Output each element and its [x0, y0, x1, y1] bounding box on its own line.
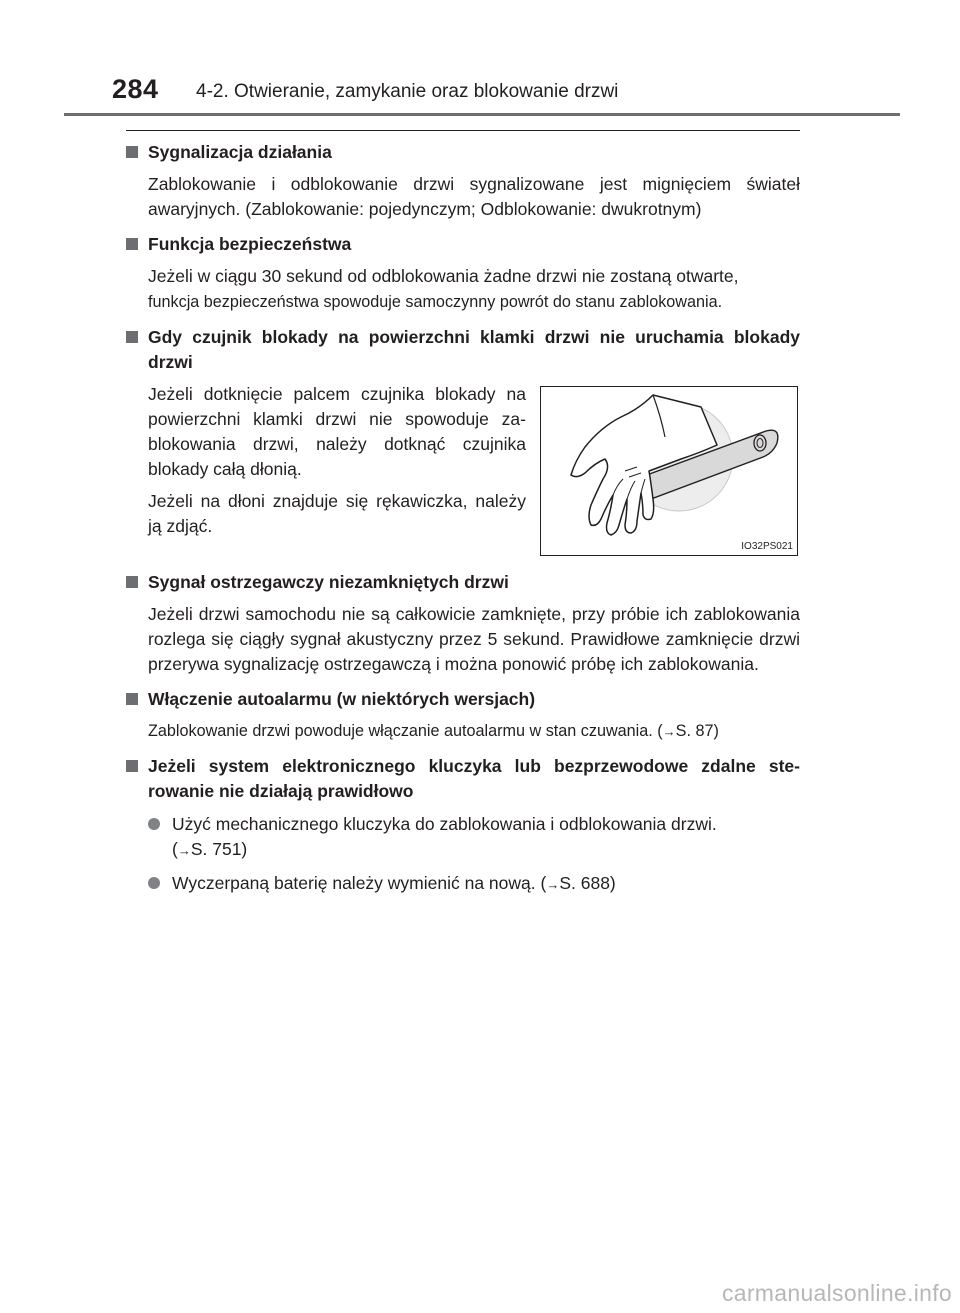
- section-title: Włączenie autoalarmu (w niektórych wersjach): [126, 687, 800, 712]
- text-line-1: Jeżeli w ciągu 30 sekund od odblokowania żadne drzwi nie zostaną otwarte,: [148, 266, 739, 286]
- text-with-figure: [126, 382, 800, 560]
- arrow-right-icon: →: [177, 843, 191, 858]
- content: [126, 140, 800, 907]
- chapter-title: 4-2. Otwieranie, zamykanie oraz blokowanie drzwi: [196, 81, 619, 102]
- page-reference-link[interactable]: S. 751): [190, 839, 248, 859]
- text-line-2: funkcja bezpieczeństwa spowoduje samoczynny powrót do stanu zablokowania.: [148, 293, 723, 311]
- circle-bullet-icon: [148, 818, 160, 830]
- arrow-right-icon: →: [662, 724, 676, 739]
- section-text: Jeżeli na dłoni znajduje się rękawiczka, należy ją zdjąć.: [148, 491, 526, 536]
- section-title: Sygnalizacja działania: [126, 140, 800, 165]
- section-title: Funkcja bezpieczeństwa: [126, 232, 800, 257]
- arrow-right-icon: →: [546, 877, 560, 892]
- section-text: Zablokowanie drzwi powoduje włączanie autoalarmu w stan czuwania. (→S. 87): [148, 722, 719, 740]
- header-divider: [64, 113, 900, 116]
- section-title: Jeżeli system elektronicznego kluczyka lub bezprzewodowe zdalne sterowanie nie działają prawidłowo: [126, 754, 800, 804]
- section-signalling: [126, 140, 800, 222]
- hand-on-door-handle-figure: [540, 386, 798, 556]
- square-bullet-icon: [126, 146, 138, 158]
- page-reference-link[interactable]: S. 688): [559, 873, 616, 893]
- section-text: Jeżeli dotknięcie palcem czujnika blokady na powierzchni klamki drzwi nie spowoduje zablokowania drzwi, należy dotknąć czujnika blokady całą dłonią.: [148, 384, 526, 479]
- page-reference-link[interactable]: S. 87): [675, 722, 719, 740]
- section-text: Zablokowanie i odblokowanie drzwi sygnalizowane jest mignięciem świateł awaryjnych. (Zablokowanie: pojedynczym; Odblokowanie: dwukrotnym): [148, 174, 800, 219]
- section-title: Gdy czujnik blokady na powierzchni klamki drzwi nie uruchamia blokady drzwi: [126, 325, 800, 375]
- section-alarm: [126, 687, 800, 744]
- list-item: Wyczerpaną baterię należy wymienić na nową. (→S. 688): [126, 871, 800, 897]
- list-item: Użyć mechanicznego kluczyka do zablokowania i odblokowania drzwi. (→S. 751): [126, 812, 800, 863]
- square-bullet-icon: [126, 331, 138, 343]
- section-text: Jeżeli drzwi samochodu nie są całkowicie zamknięte, przy próbie ich zablokowania rozlega się ciągły sygnał akustyczny przez 5 sekund. Prawidłowe zamknięcie drzwi przerywa sygnalizację ostrzegawczą i można ponowić próbę ich zablokowania.: [148, 604, 800, 674]
- circle-bullet-icon: [148, 877, 160, 889]
- section-lock-sensor: [126, 325, 800, 560]
- page-header: [0, 0, 960, 120]
- figure-code: IO32PS021: [741, 541, 793, 552]
- section-title: Sygnał ostrzegawczy niezamkniętych drzwi: [126, 570, 800, 595]
- section-key-malfunction: [126, 754, 800, 897]
- watermark: carmanualsonline.info: [721, 1280, 952, 1306]
- section-door-warning: [126, 570, 800, 677]
- page-number: 284: [112, 74, 159, 104]
- hand-illustration: [541, 387, 798, 556]
- square-bullet-icon: [126, 576, 138, 588]
- content-divider: [126, 130, 800, 131]
- square-bullet-icon: [126, 760, 138, 772]
- square-bullet-icon: [126, 238, 138, 250]
- section-text: [126, 264, 800, 315]
- section-safety-function: [126, 232, 800, 315]
- square-bullet-icon: [126, 693, 138, 705]
